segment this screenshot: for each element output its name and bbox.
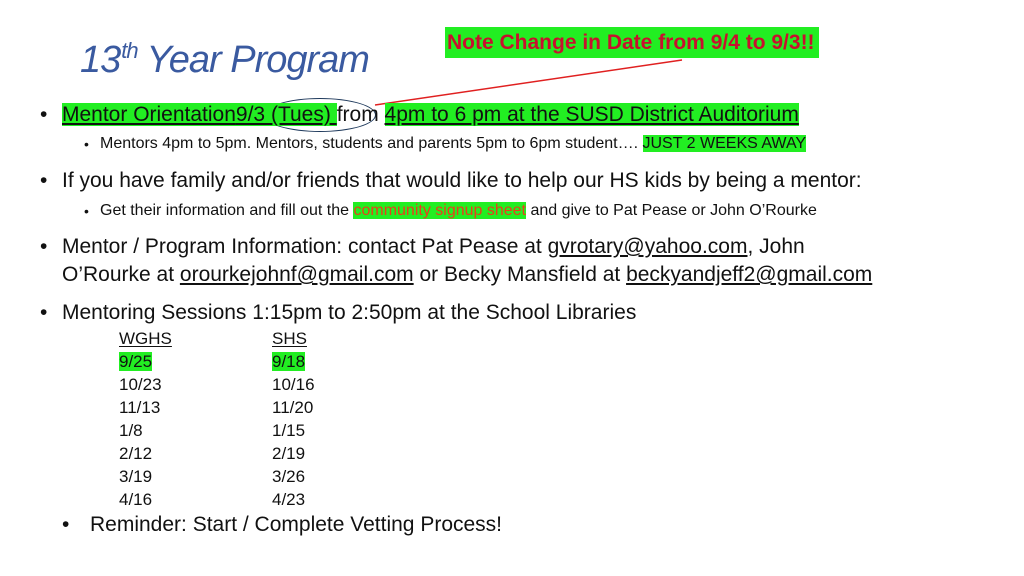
orientation-date: 9/3 (Tues) xyxy=(235,103,337,126)
weeks-away-badge: JUST 2 WEEKS AWAY xyxy=(642,135,807,152)
orientation-location: 4pm to 6 pm at the SUSD District Auditorium xyxy=(384,103,799,126)
shs-date: 2/19 xyxy=(272,444,306,463)
email-link-becky[interactable]: beckyandjeff2@gmail.com xyxy=(626,263,873,286)
wghs-date: 10/23 xyxy=(119,375,162,394)
shs-date: 1/15 xyxy=(272,421,306,440)
wghs-date: 1/8 xyxy=(119,421,143,440)
wghs-date: 2/12 xyxy=(119,444,153,463)
wghs-column xyxy=(119,327,172,511)
wghs-date: 3/19 xyxy=(119,467,153,486)
shs-date: 3/26 xyxy=(272,467,306,486)
page-title: 13th Year Program xyxy=(80,38,369,81)
shs-date: 9/18 xyxy=(272,352,306,371)
shs-header: SHS xyxy=(272,329,307,348)
shs-date: 4/23 xyxy=(272,490,306,509)
community-signup-link[interactable]: community signup sheet xyxy=(353,202,526,219)
shs-date: 10/16 xyxy=(272,375,315,394)
shs-date: 11/20 xyxy=(272,398,314,417)
email-link-pat[interactable]: gvrotary@yahoo.com xyxy=(547,235,748,258)
wghs-date: 11/13 xyxy=(119,398,161,417)
wghs-date: 4/16 xyxy=(119,490,153,509)
orientation-label: Mentor Orientation xyxy=(62,103,236,126)
date-change-note: Note Change in Date from 9/4 to 9/3!! xyxy=(445,27,819,58)
shs-column xyxy=(272,327,315,511)
wghs-header: WGHS xyxy=(119,329,172,348)
email-link-john[interactable]: orourkejohnf@gmail.com xyxy=(179,263,414,286)
wghs-date: 9/25 xyxy=(119,352,153,371)
